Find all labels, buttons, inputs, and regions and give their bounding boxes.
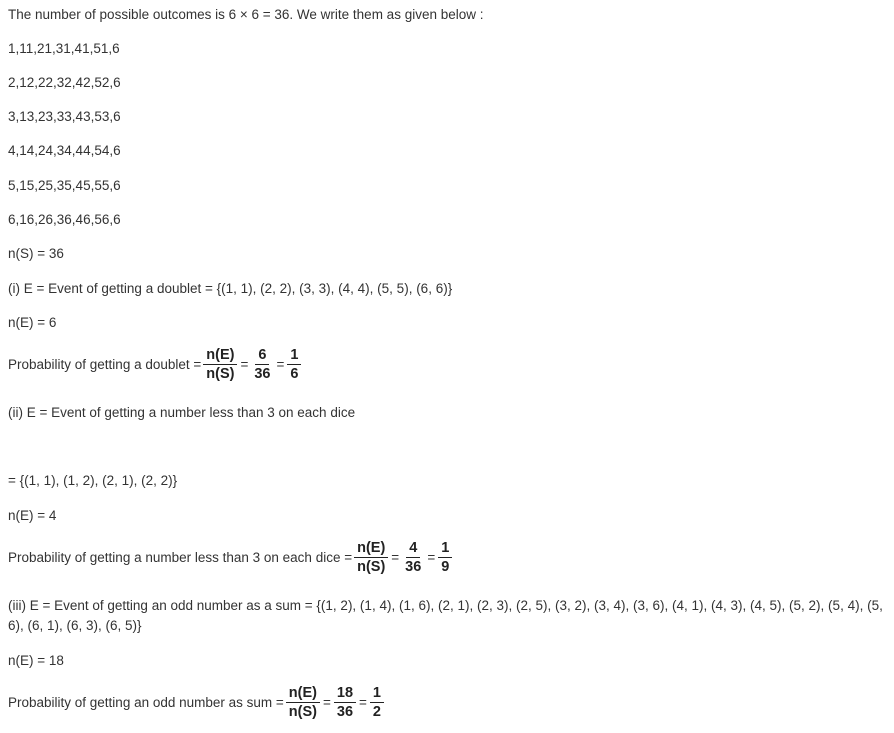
part2-event-set: = {(1, 1), (1, 2), (2, 1), (2, 2)} <box>8 473 178 488</box>
part3-f2-numerator: 18 <box>334 685 356 703</box>
part1-fraction-result <box>287 347 301 382</box>
part1-equals-1: = <box>240 356 249 372</box>
part2-f2-denominator: 36 <box>405 559 422 575</box>
part2-fraction-result <box>438 540 452 575</box>
part1-event-count: n(E) = 6 <box>8 315 57 330</box>
outcome-row-5: 5,15,25,35,45,55,6 <box>8 178 121 193</box>
part1-f1-numerator: n(E) <box>203 347 237 365</box>
sample-space-count: n(S) = 36 <box>8 246 64 261</box>
part3-event-count: n(E) = 18 <box>8 653 64 668</box>
part3-f1-numerator: n(E) <box>286 685 320 703</box>
part1-probability <box>8 347 303 382</box>
outcome-row-1: 1,11,21,31,41,51,6 <box>8 41 120 56</box>
part1-equals-2: = <box>276 356 285 372</box>
part2-equals-2: = <box>427 549 436 565</box>
part2-fraction-ne-ns <box>354 540 388 575</box>
part2-equals-1: = <box>391 549 400 565</box>
part3-equals-1: = <box>322 694 331 710</box>
part2-probability <box>8 540 454 575</box>
part2-prob-label: Probability of getting a number less than 3 on each dice = <box>8 549 353 565</box>
part3-f1-denominator: n(S) <box>288 704 317 720</box>
part2-fraction-values <box>402 540 424 575</box>
part2-event-count: n(E) = 4 <box>8 508 57 523</box>
part1-f2-numerator: 6 <box>255 347 269 365</box>
part2-f1-numerator: n(E) <box>354 540 388 558</box>
outcome-row-6: 6,16,26,36,46,56,6 <box>8 212 121 227</box>
part1-f2-denominator: 36 <box>254 366 271 382</box>
part1-f3-denominator: 6 <box>290 366 299 382</box>
outcome-row-2: 2,12,22,32,42,52,6 <box>8 75 121 90</box>
part3-prob-label: Probability of getting an odd number as sum = <box>8 694 284 710</box>
part3-fraction-result <box>370 685 384 720</box>
part2-event: (ii) E = Event of getting a number less than 3 on each dice <box>8 405 356 420</box>
part3-equals-2: = <box>359 694 367 710</box>
part3-f3-denominator: 2 <box>372 704 381 720</box>
outcome-row-3: 3,13,23,33,43,53,6 <box>8 109 121 124</box>
part1-prob-label: Probability of getting a doublet = <box>8 356 202 372</box>
part2-f1-denominator: n(S) <box>357 559 386 575</box>
part2-f3-numerator: 1 <box>438 540 452 558</box>
outcome-row-4: 4,14,24,34,44,54,6 <box>8 143 121 158</box>
part2-f3-denominator: 9 <box>441 559 450 575</box>
intro-text: The number of possible outcomes is 6 × 6 = 36. We write them as given below : <box>8 7 484 22</box>
part3-f2-denominator: 36 <box>336 704 354 720</box>
part1-f3-numerator: 1 <box>287 347 301 365</box>
part3-f3-numerator: 1 <box>370 685 384 703</box>
part3-event: (iii) E = Event of getting an odd number as a sum = {(1, 2), (1, 4), (1, 6), (2, 1), (2, 3), (2, 5), (3, 2), (3, 4), (3, 6), (4, 1), (4, 3), (4, 5), (5, 2), (5, 4), (5, 6), (6, 1), (6, 3), (6, 5)} <box>8 598 883 633</box>
part1-event: (i) E = Event of getting a doublet = {(1, 1), (2, 2), (3, 3), (4, 4), (5, 5), (6, 6)} <box>8 281 453 296</box>
part1-fraction-ne-ns <box>203 347 237 382</box>
part1-f1-denominator: n(S) <box>206 366 235 382</box>
part3-fraction-ne-ns <box>286 685 320 720</box>
part3-probability <box>8 685 386 720</box>
part1-fraction-values <box>251 347 273 382</box>
part3-fraction-values <box>334 685 356 720</box>
part2-f2-numerator: 4 <box>406 540 420 558</box>
